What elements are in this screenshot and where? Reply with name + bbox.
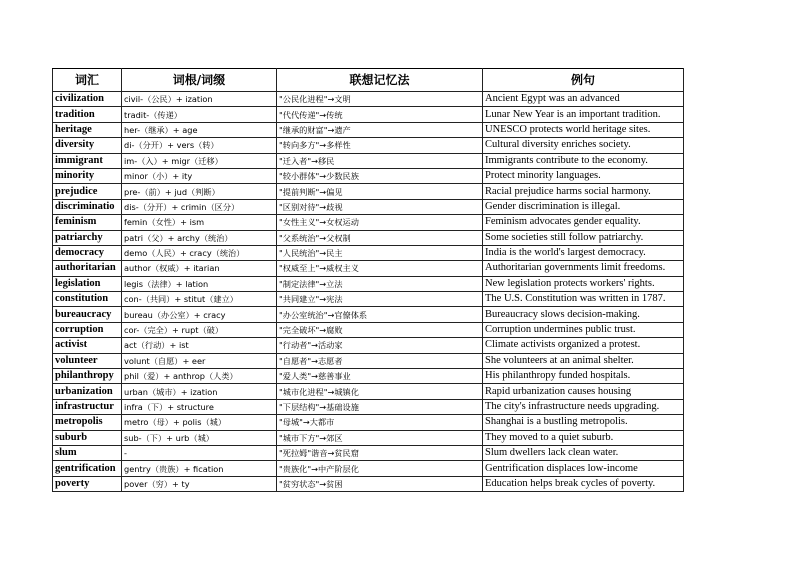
cell-example: Racial prejudice harms social harmony. <box>483 184 684 199</box>
cell-memory: "迁入者"→移民 <box>277 153 483 168</box>
table-row <box>53 230 684 245</box>
table-row <box>53 338 684 353</box>
header-example: 例句 <box>483 69 684 92</box>
cell-example: Cultural diversity enriches society. <box>483 138 684 153</box>
cell-word: discriminatio <box>53 199 122 214</box>
cell-root: dis-（分开）+ crimin（区分） <box>122 199 277 214</box>
table-row <box>53 276 684 291</box>
table-row <box>53 322 684 337</box>
cell-root: con-（共同）+ stitut（建立） <box>122 292 277 307</box>
cell-memory: "制定法律"→立法 <box>277 276 483 291</box>
cell-root: metro（母）+ polis（城） <box>122 415 277 430</box>
cell-word: corruption <box>53 322 122 337</box>
cell-root: sub-（下）+ urb（城） <box>122 430 277 445</box>
cell-word: activist <box>53 338 122 353</box>
cell-word: authoritarian <box>53 261 122 276</box>
cell-word: poverty <box>53 476 122 491</box>
cell-root: patri（父）+ archy（统治） <box>122 230 277 245</box>
cell-root: infra（下）+ structure <box>122 399 277 414</box>
cell-example: Shanghai is a bustling metropolis. <box>483 415 684 430</box>
table-row <box>53 476 684 491</box>
cell-memory: "下层结构"→基础设施 <box>277 399 483 414</box>
cell-word: metropolis <box>53 415 122 430</box>
table-row <box>53 199 684 214</box>
header-root: 词根/词缀 <box>122 69 277 92</box>
cell-root: phil（爱）+ anthrop（人类） <box>122 369 277 384</box>
cell-example: She volunteers at an animal shelter. <box>483 353 684 368</box>
table-row <box>53 307 684 322</box>
cell-example: Rapid urbanization causes housing <box>483 384 684 399</box>
cell-root: volunt（自愿）+ eer <box>122 353 277 368</box>
cell-example: Climate activists organized a protest. <box>483 338 684 353</box>
cell-word: patriarchy <box>53 230 122 245</box>
cell-word: volunteer <box>53 353 122 368</box>
header-row <box>53 69 684 92</box>
cell-word: gentrification <box>53 461 122 476</box>
cell-example: Ancient Egypt was an advanced <box>483 92 684 107</box>
cell-example: New legislation protects workers' rights. <box>483 276 684 291</box>
header-memory: 联想记忆法 <box>277 69 483 92</box>
cell-word: bureaucracy <box>53 307 122 322</box>
table-row <box>53 92 684 107</box>
header-word: 词汇 <box>53 69 122 92</box>
cell-root: author（权威）+ itarian <box>122 261 277 276</box>
table-row <box>53 245 684 260</box>
table-row <box>53 184 684 199</box>
cell-root: femin（女性）+ ism <box>122 215 277 230</box>
cell-word: democracy <box>53 245 122 260</box>
cell-word: prejudice <box>53 184 122 199</box>
cell-root: legis（法律）+ lation <box>122 276 277 291</box>
cell-example: Protect minority languages. <box>483 168 684 183</box>
cell-example: His philanthropy funded hospitals. <box>483 369 684 384</box>
table-row <box>53 168 684 183</box>
vocabulary-table <box>52 68 684 492</box>
cell-word: philanthropy <box>53 369 122 384</box>
cell-word: legislation <box>53 276 122 291</box>
cell-root: pre-（前）+ jud（判断） <box>122 184 277 199</box>
table-row <box>53 445 684 460</box>
table-row <box>53 215 684 230</box>
cell-word: feminism <box>53 215 122 230</box>
cell-word: civilization <box>53 92 122 107</box>
cell-memory: "区别对待"→歧视 <box>277 199 483 214</box>
cell-memory: "行动者"→活动家 <box>277 338 483 353</box>
cell-word: slum <box>53 445 122 460</box>
table-row <box>53 430 684 445</box>
cell-root: tradit-（传递） <box>122 107 277 122</box>
cell-root: bureau（办公室）+ cracy <box>122 307 277 322</box>
cell-word: suburb <box>53 430 122 445</box>
cell-word: diversity <box>53 138 122 153</box>
cell-memory: "城市化进程"→城镇化 <box>277 384 483 399</box>
cell-example: They moved to a quiet suburb. <box>483 430 684 445</box>
cell-word: tradition <box>53 107 122 122</box>
table-row <box>53 353 684 368</box>
cell-word: heritage <box>53 122 122 137</box>
cell-memory: "人民统治"→民主 <box>277 245 483 260</box>
table-row <box>53 261 684 276</box>
cell-memory: "代代传递"→传统 <box>277 107 483 122</box>
cell-word: urbanization <box>53 384 122 399</box>
cell-memory: "较小群体"→少数民族 <box>277 168 483 183</box>
cell-root: gentry（贵族）+ fication <box>122 461 277 476</box>
table-row <box>53 384 684 399</box>
cell-memory: "父系统治"→父权制 <box>277 230 483 245</box>
cell-memory: "提前判断"→偏见 <box>277 184 483 199</box>
cell-memory: "权威至上"→威权主义 <box>277 261 483 276</box>
cell-root: her-（继承）+ age <box>122 122 277 137</box>
cell-memory: "转向多方"→多样性 <box>277 138 483 153</box>
table-row <box>53 415 684 430</box>
cell-root: demo（人民）+ cracy（统治） <box>122 245 277 260</box>
cell-root: cor-（完全）+ rupt（破） <box>122 322 277 337</box>
cell-memory: "贫穷状态"→贫困 <box>277 476 483 491</box>
cell-example: Some societies still follow patriarchy. <box>483 230 684 245</box>
cell-memory: "爱人类"→慈善事业 <box>277 369 483 384</box>
table-row <box>53 461 684 476</box>
table-row <box>53 122 684 137</box>
cell-example: The U.S. Constitution was written in 1787. <box>483 292 684 307</box>
cell-root: civil-（公民）+ ization <box>122 92 277 107</box>
table-row <box>53 399 684 414</box>
cell-example: Feminism advocates gender equality. <box>483 215 684 230</box>
cell-root: act（行动）+ ist <box>122 338 277 353</box>
table-row <box>53 107 684 122</box>
cell-example: The city's infrastructure needs upgrading. <box>483 399 684 414</box>
cell-root: pover（穷）+ ty <box>122 476 277 491</box>
cell-root: di-（分开）+ vers（转） <box>122 138 277 153</box>
cell-example: Gender discrimination is illegal. <box>483 199 684 214</box>
cell-root: - <box>122 445 277 460</box>
cell-memory: "继承的财富"→遗产 <box>277 122 483 137</box>
cell-memory: "共同建立"→宪法 <box>277 292 483 307</box>
cell-word: constitution <box>53 292 122 307</box>
cell-memory: "自愿者"→志愿者 <box>277 353 483 368</box>
cell-memory: "公民化进程"→文明 <box>277 92 483 107</box>
table-row <box>53 138 684 153</box>
cell-word: immigrant <box>53 153 122 168</box>
table-row <box>53 369 684 384</box>
cell-memory: "完全破坏"→腐败 <box>277 322 483 337</box>
table-row <box>53 292 684 307</box>
cell-memory: "贵族化"→中产阶层化 <box>277 461 483 476</box>
cell-root: minor（小）+ ity <box>122 168 277 183</box>
cell-memory: "母城"→大都市 <box>277 415 483 430</box>
cell-word: infrastructur <box>53 399 122 414</box>
cell-memory: "女性主义"→女权运动 <box>277 215 483 230</box>
cell-root: im-（入）+ migr（迁移） <box>122 153 277 168</box>
cell-memory: "办公室统治"→官僚体系 <box>277 307 483 322</box>
cell-example: Education helps break cycles of poverty. <box>483 476 684 491</box>
cell-example: Lunar New Year is an important tradition. <box>483 107 684 122</box>
cell-example: Immigrants contribute to the economy. <box>483 153 684 168</box>
cell-example: UNESCO protects world heritage sites. <box>483 122 684 137</box>
cell-example: Gentrification displaces low-income <box>483 461 684 476</box>
cell-example: Bureaucracy slows decision-making. <box>483 307 684 322</box>
cell-memory: "城市下方"→郊区 <box>277 430 483 445</box>
cell-example: Authoritarian governments limit freedoms. <box>483 261 684 276</box>
cell-example: Corruption undermines public trust. <box>483 322 684 337</box>
cell-root: urban（城市）+ ization <box>122 384 277 399</box>
table-row <box>53 153 684 168</box>
table-body <box>53 92 684 492</box>
cell-memory: "死拉姆"谐音→贫民窟 <box>277 445 483 460</box>
cell-example: Slum dwellers lack clean water. <box>483 445 684 460</box>
cell-word: minority <box>53 168 122 183</box>
cell-example: India is the world's largest democracy. <box>483 245 684 260</box>
